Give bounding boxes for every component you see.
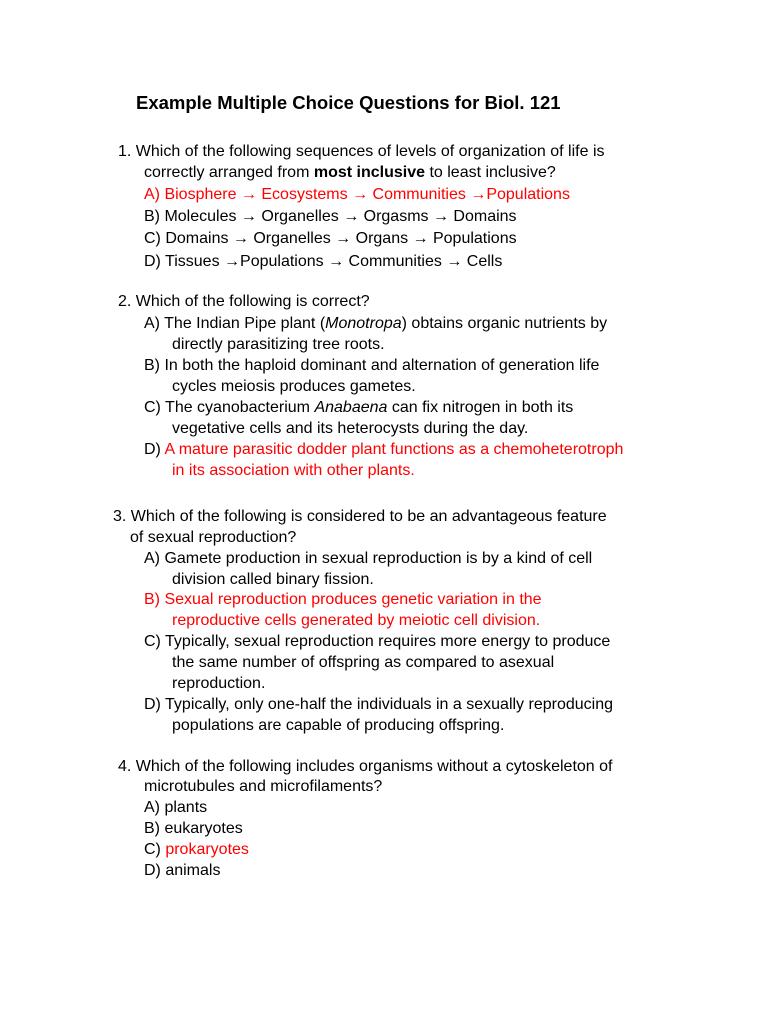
q2-option-d-continued: in its association with other plants. [172,462,415,479]
q3-option-c-continued-2: reproduction. [172,675,266,692]
q4-option-c-label: C) [144,841,166,858]
q2-option-c-text-end: can fix nitrogen in both its [387,399,574,416]
q1-stem-line1: 1. Which of the following sequences of levels of organization of life is [118,143,605,160]
q3-option-c: C) Typically, sexual reproduction requires more energy to produce [144,633,611,650]
q3-option-a: A) Gamete production in sexual reproduction is by a kind of cell [144,550,593,567]
q1-stem-text: correctly arranged from [144,164,314,181]
q3-option-d: D) Typically, only one-half the individuals in a sexually reproducing [144,696,613,713]
q1-option-c: C) Domains → Organelles → Organs → Populations [144,230,517,247]
q2-option-d-label: D) [144,441,165,458]
q2-option-a-text-end: ) obtains organic nutrients by [401,315,608,332]
q4-option-b: B) eukaryotes [144,820,243,837]
q2-option-d-answer: A mature parasitic dodder plant functions as a chemoheterotroph [164,441,624,458]
q3-stem-line1: 3. Which of the following is considered to be an advantageous feature [113,508,607,525]
q3-option-a-continued: division called binary fission. [172,571,374,588]
q4-option-c-answer: prokaryotes [165,841,249,858]
q2-option-c-text: C) The cyanobacterium [144,399,315,416]
q3-option-d-continued: populations are capable of producing offspring. [172,717,505,734]
q2-option-c-continued: vegetative cells and its heterocysts during the day. [172,420,529,437]
q4-option-a: A) plants [144,799,208,816]
q2-option-a-genus: Monotropa [325,315,402,332]
q2-stem: 2. Which of the following is correct? [118,293,370,310]
q3-option-c-continued: the same number of offspring as compared to asexual [172,654,555,671]
page-title: Example Multiple Choice Questions for Biol. 121 [136,92,561,113]
q4-stem-line1: 4. Which of the following includes organisms without a cytoskeleton of [118,758,613,775]
q2-option-b-continued: cycles meiosis produces gametes. [172,378,416,395]
q1-option-d: D) Tissues →Populations → Communities → Cells [144,253,503,270]
q1-stem-text-end: to least inclusive? [425,164,556,181]
q4-option-d: D) animals [144,862,221,879]
q2-option-a [144,314,607,334]
q2-option-c-genus: Anabaena [314,399,388,416]
q1-option-a-correct: A) Biosphere → Ecosystems → Communities →Populations [144,186,570,203]
q1-stem-line2 [144,163,556,183]
q2-option-c [144,398,573,418]
q2-option-a-text: A) The Indian Pipe plant ( [144,315,326,332]
q4-stem-line2: microtubules and microfilaments? [144,778,383,795]
q1-option-b: B) Molecules → Organelles → Orgasms → Domains [144,208,517,225]
q4-option-c-correct [144,840,249,860]
q3-option-b-continued: reproductive cells generated by meiotic cell division. [172,612,541,629]
q2-option-b: B) In both the haploid dominant and alternation of generation life [144,357,600,374]
q3-stem-line2: of sexual reproduction? [130,529,297,546]
q2-option-a-continued: directly parasitizing tree roots. [172,336,385,353]
q1-stem-emphasis: most inclusive [313,164,425,181]
q3-option-b-correct: B) Sexual reproduction produces genetic variation in the [144,591,542,608]
q2-option-d-correct [144,440,623,460]
